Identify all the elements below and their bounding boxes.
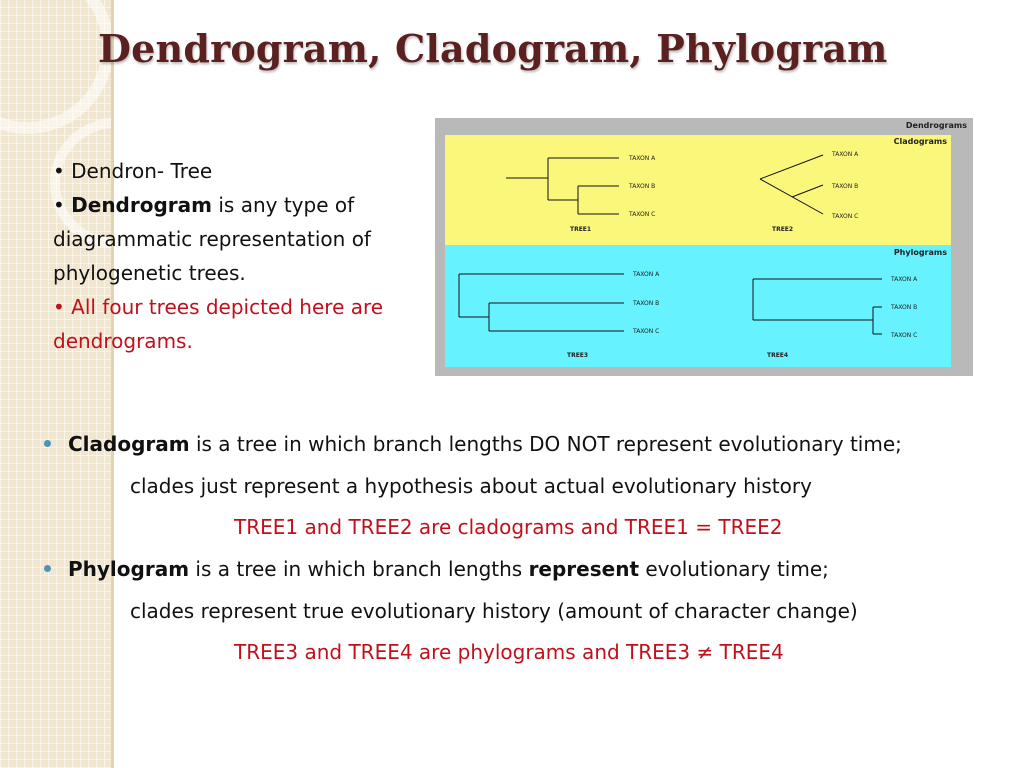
phylogram-emphasis: represent (528, 557, 640, 581)
dendrograms-label: Dendrograms (905, 121, 967, 130)
tree3-label: TREE3 (567, 352, 589, 359)
page-title: Dendrogram, Cladogram, Phylogram (98, 26, 888, 71)
phylogram-panel (445, 245, 951, 367)
intro-dendron-text: Dendron- Tree (71, 159, 213, 183)
intro-dendrogram-definition: is any type of diagrammatic representation of phylogenetic trees. (53, 193, 371, 285)
phylogram-term: Phylogram (68, 557, 190, 581)
phylogram-note: TREE3 and TREE4 are phylograms and TREE3 ≠ TREE4 (234, 640, 784, 664)
tree2-taxon-b: TAXON B (832, 183, 859, 190)
bullet-dot-icon (44, 565, 51, 572)
tree4-taxon-a: TAXON A (891, 276, 918, 283)
dendrogram-figure (435, 118, 973, 376)
intro-line-dendrogram (53, 188, 423, 290)
tree2-label: TREE2 (772, 226, 794, 233)
decorative-swirl (0, 0, 114, 134)
phylograms-label: Phylograms (893, 248, 947, 257)
tree4-taxon-c: TAXON C (891, 332, 918, 339)
bullet-glyph: • (53, 193, 72, 217)
intro-text-block (53, 154, 423, 358)
dendrogram-figure-svg (435, 118, 973, 376)
tree2-taxon-a: TAXON A (832, 151, 859, 158)
bullet-dot-icon (44, 440, 51, 447)
cladogram-definition-text: is a tree in which branch lengths DO NOT represent evolutionary time; (189, 432, 902, 456)
tree1-taxon-a: TAXON A (629, 155, 656, 162)
intro-line-dendron (53, 154, 423, 188)
cladogram-note: TREE1 and TREE2 are cladograms and TREE1 = TREE2 (234, 515, 783, 539)
definitions-list (40, 428, 1000, 668)
tree3-taxon-a: TAXON A (633, 271, 660, 278)
phylogram-definition-text: is a tree in which branch lengths (189, 557, 529, 581)
phylogram-subpoint: clades represent true evolutionary history (amount of character change) (130, 599, 858, 623)
bullet-glyph: • (53, 159, 72, 183)
tree4-label: TREE4 (767, 352, 789, 359)
cladograms-label: Cladograms (893, 137, 947, 146)
intro-dendrogram-term: Dendrogram (71, 193, 212, 217)
cladogram-term: Cladogram (68, 432, 190, 456)
tree2-taxon-c: TAXON C (832, 213, 859, 220)
phylogram-definition-end: evolutionary time; (639, 557, 829, 581)
tree3-taxon-b: TAXON B (633, 300, 660, 307)
cladogram-subpoint: clades just represent a hypothesis about actual evolutionary history (130, 474, 812, 498)
tree1-label: TREE1 (570, 226, 592, 233)
tree3-taxon-c: TAXON C (633, 328, 660, 335)
tree1-taxon-c: TAXON C (629, 211, 656, 218)
tree4-taxon-b: TAXON B (891, 304, 918, 311)
tree1-taxon-b: TAXON B (629, 183, 656, 190)
intro-line-all-four: • All four trees depicted here are dendrograms. (53, 295, 384, 353)
phylogram-definition (40, 553, 1000, 585)
cladogram-definition (40, 428, 1000, 460)
cladogram-panel (445, 135, 951, 245)
